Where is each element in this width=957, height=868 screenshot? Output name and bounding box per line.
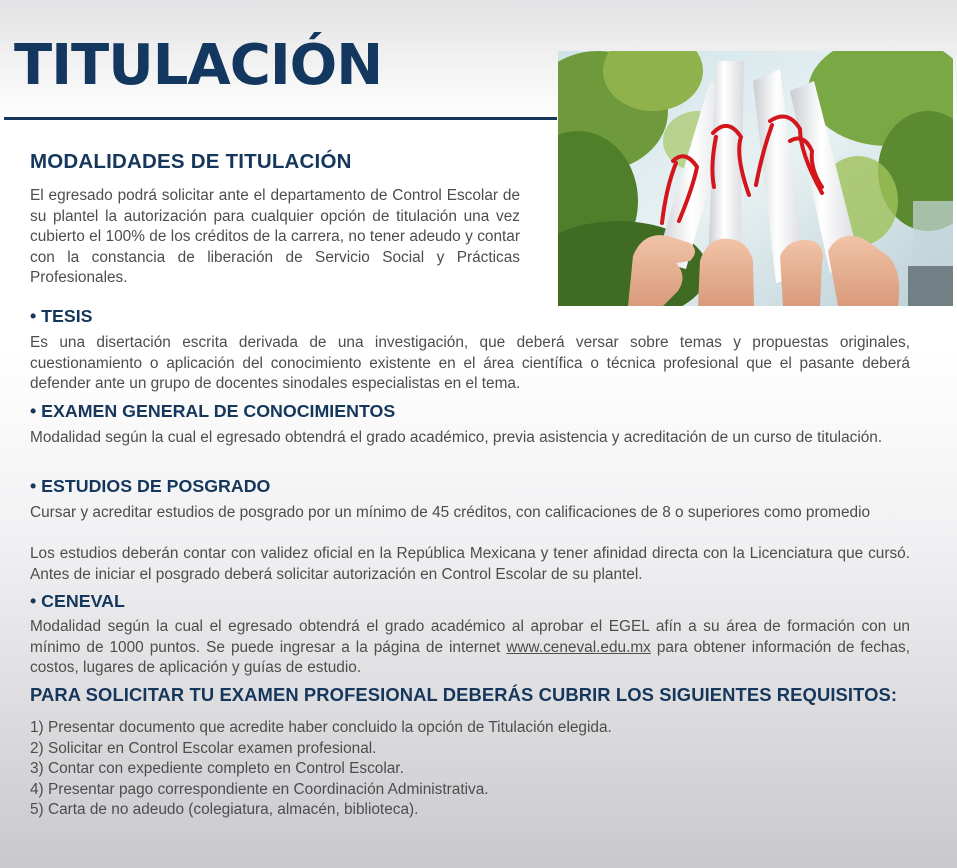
requirement-item: 2) Solicitar en Control Escolar examen profesional. — [30, 739, 377, 757]
intro-text: El egresado podrá solicitar ante el departamento de Control Escolar de su plantel la autorización para cualquier opción de titulación una vez cubierto el 100% de los créditos de la carrera, no tener adeudo y contar con la constancia de liberación de Servicio Social y Prácticas Profesionales. — [30, 187, 520, 287]
section-text-ceneval — [30, 617, 910, 679]
ceneval-text-end: para obtener información de fechas, costos, lugares de aplicación y guías de estudio. — [30, 638, 910, 677]
requirement-item: 3) Contar con expediente completo en Control Escolar. — [30, 760, 404, 778]
requirement-item: 5) Carta de no adeudo (colegiatura, almacén, biblioteca). — [30, 801, 419, 819]
graduation-photo — [558, 51, 953, 306]
intro-heading: MODALIDADES DE TITULACIÓN — [30, 150, 352, 173]
section-title-examen-general: • EXAMEN GENERAL DE CONOCIMIENTOS — [30, 401, 396, 421]
section-title-posgrado: • ESTUDIOS DE POSGRADO — [30, 476, 271, 496]
section-text-posgrado: Cursar y acreditar estudios de posgrado por un mínimo de 45 créditos, con calificaciones de 8 o superiores como promedio — [30, 504, 871, 521]
ceneval-link[interactable]: www.ceneval.edu.mx — [506, 638, 651, 656]
section-title-ceneval: • CENEVAL — [30, 591, 125, 611]
section-text-examen-general: Modalidad según la cual el egresado obtendrá el grado académico, previa asistencia y acreditación de un curso de titulación. — [30, 429, 883, 446]
ceneval-text-start: Modalidad según la cual el egresado obtendrá el grado académico al aprobar el EGEL afín a su área de formación con un mínimo de 1000 puntos. Se puede ingresar a la página de internet — [30, 618, 910, 656]
section-text-posgrado-2: Los estudios deberán contar con validez oficial en la República Mexicana y tener afinidad directa con la Licenciatura que cursó. Antes de iniciar el posgrado deberá solicitar autorización en Control Escolar de su plantel. — [30, 545, 910, 583]
requirement-item: 4) Presentar pago correspondiente en Coordinación Administrativa. — [30, 780, 489, 798]
section-text-tesis: Es una disertación escrita derivada de una investigación, que deberá versar sobre temas y propuestas originales, cuestionamiento o aplicación del conocimiento existente en el área científica o técnica profesional que el pasante deberá defender ante un grupo de docentes sinodales especialistas en el tema. — [30, 334, 910, 393]
section-title-tesis: • TESIS — [30, 306, 93, 326]
title-divider — [4, 117, 557, 120]
requirement-item: 1) Presentar documento que acredite haber concluido la opción de Titulación elegida. — [30, 719, 612, 736]
requirements-list — [30, 718, 612, 821]
requirements-heading: PARA SOLICITAR TU EXAMEN PROFESIONAL DEBERÁS CUBRIR LOS SIGUIENTES REQUISITOS: — [30, 684, 898, 705]
page-title: TITULACIÓN — [14, 33, 383, 98]
